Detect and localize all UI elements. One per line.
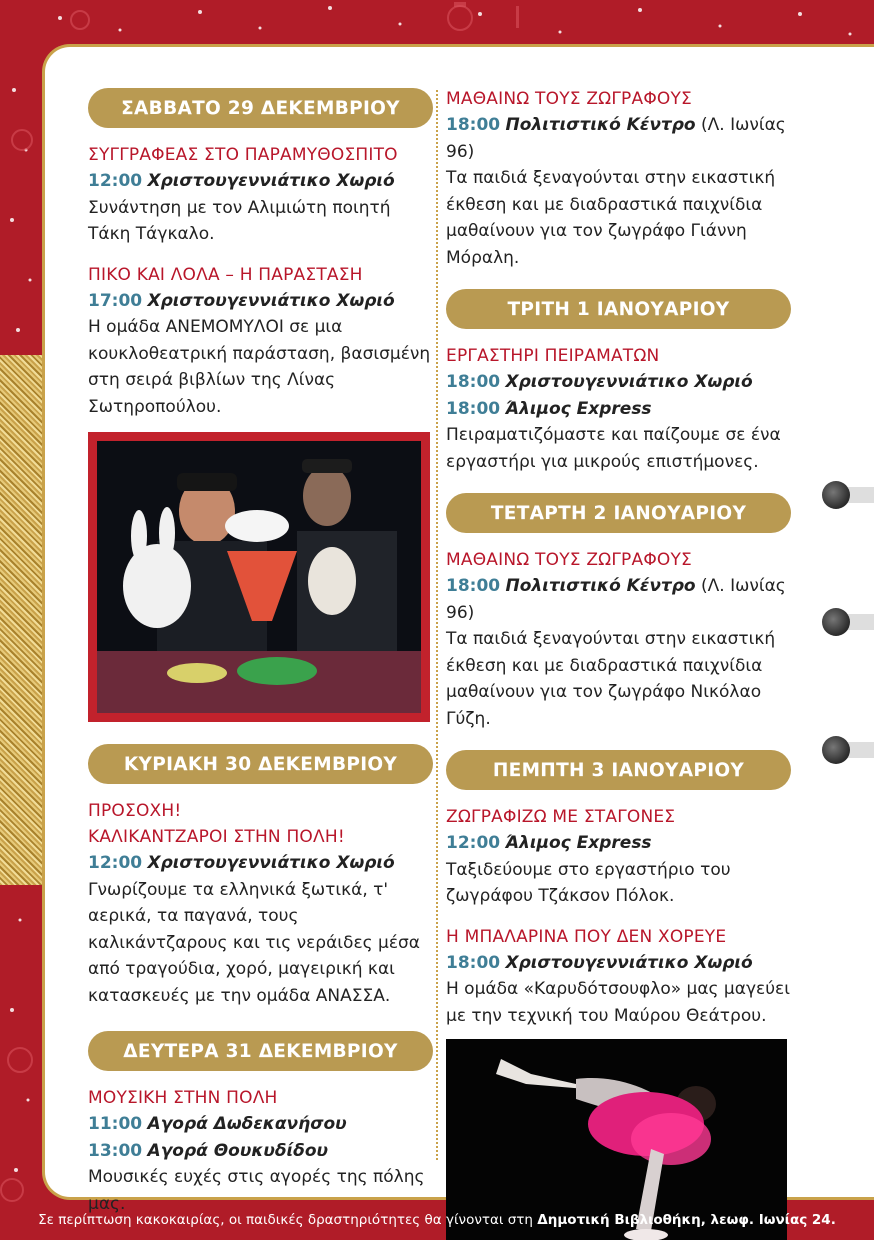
event-title: ΠΡΟΣΟΧΗ! [88,801,182,821]
event-title: ΠΙΚΟ ΚΑΙ ΛΟΛΑ – Η ΠΑΡΑΣΤΑΣΗ [88,264,363,285]
event-place: Πολιτιστικό Κέντρο [505,576,696,596]
column-divider [436,90,438,1160]
event [446,547,791,732]
event-description: Μουσικές ευχές στις αγορές της πόλης μας. [88,1167,425,1214]
event-time-row [446,830,791,857]
event-description: Γνωρίζουμε τα ελληνικά ξωτικά, τ' αερικά, τα παγανά, τους καλικάντζαρους και τις νεράιδες μέσα από τραγούδια, χορό, μαγειρική και κατασκευές με την ομάδα ΑΝΑΣΣΑ. [88,879,420,1006]
event [88,798,433,1009]
gold-glitter-strip [0,355,44,885]
event-description: Τα παιδιά ξεναγούνται στην εικαστική έκθεση και με διαδραστικά παιχνίδια μαθαίνουν για τον ζωγράφο Γιάννη Μόραλη. [446,168,776,268]
event-time: 18:00 [446,398,501,419]
footer-location: Δημοτική Βιβλιοθήκη, λεωφ. Ιωνίας 24. [537,1212,836,1228]
binder-ring-icon [822,740,874,760]
event-title: ΚΑΛΙΚΑΝΤΖΑΡΟΙ ΣΤΗΝ ΠΟΛΗ! [88,827,345,847]
event-time: 12:00 [88,853,143,873]
footer-note [0,1212,874,1228]
event-time-row [88,288,433,315]
event [88,142,433,248]
event-time: 12:00 [88,171,143,191]
event-place: Χριστουγεννιάτικο Χωριό [505,372,753,392]
event-description: Τα παιδιά ξεναγούνται στην εικαστική έκθεση και με διαδραστικά παιχνίδια μαθαίνουν για τον ζωγράφο Νικόλαο Γύζη. [446,629,776,729]
event-place: Άλιμος Express [505,833,652,853]
event-time-row [446,396,791,423]
event-description: Πειραματιζόμαστε και παίζουμε σε ένα εργαστήρι για μικρούς επιστήμονες. [446,425,781,472]
puppet-show-image [97,441,421,713]
event-title: Η ΜΠΑΛΑΡΙΝΑ ΠΟΥ ΔΕΝ ΧΟΡΕΥΕ [446,926,727,947]
puppet-show-photo [88,432,430,722]
event [88,262,433,421]
event-place: Χριστουγεννιάτικο Χωριό [147,171,395,191]
event-place: Χριστουγεννιάτικο Χωριό [147,853,395,873]
day-header: ΚΥΡΙΑΚΗ 30 ΔΕΚΕΜΒΡΙΟΥ [88,744,433,784]
left-column [88,88,433,1217]
event [446,343,791,475]
event-title: ΜΑΘΑΙΝΩ ΤΟΥΣ ΖΩΓΡΑΦΟΥΣ [446,89,693,109]
event-time-row [88,168,433,195]
event-description: Συνάντηση με τον Αλιμιώτη ποιητή Τάκη Τάγκαλο. [88,197,391,244]
event-place: Άλιμος Express [505,398,652,419]
event-time-row [446,112,791,165]
event [446,924,791,1030]
event-time-row [446,369,791,396]
event-place: Χριστουγεννιάτικο Χωριό [505,952,753,973]
event-time: 13:00 [88,1140,143,1161]
event-time-row [88,1111,433,1138]
day-header: ΤΡΙΤΗ 1 ΙΑΝΟΥΑΡΙΟΥ [446,289,791,329]
event-place: Αγορά Θουκυδίδου [147,1140,329,1161]
event-description: Η ομάδα «Καρυδότσουφλο» μας μαγεύει με την τεχνική του Μαύρου Θεάτρου. [446,979,790,1026]
ornament-icon [454,2,519,28]
day-header: ΤΕΤΑΡΤΗ 2 ΙΑΝΟΥΑΡΙΟΥ [446,493,791,533]
binder-ring-icon [822,485,874,505]
event [446,86,791,271]
event-place: Αγορά Δωδεκανήσου [147,1114,347,1134]
event-time: 18:00 [446,576,501,596]
footer-text: Σε περίπτωση κακοκαιρίας, οι παιδικές δραστηριότητες θα γίνονται στη [38,1212,538,1228]
ballerina-image [446,1039,787,1240]
event-title: ΣΥΓΓΡΑΦΕΑΣ ΣΤΟ ΠΑΡΑΜΥΘΟΣΠΙΤΟ [88,145,398,165]
event-time: 12:00 [446,833,501,853]
ballerina-photo [446,1039,787,1240]
event-time: 18:00 [446,952,501,973]
day-header: ΠΕΜΠΤΗ 3 ΙΑΝΟΥΑΡΙΟΥ [446,750,791,790]
event-time: 17:00 [88,290,143,311]
event-title: ΜΟΥΣΙΚΗ ΣΤΗΝ ΠΟΛΗ [88,1088,278,1108]
event-place: Πολιτιστικό Κέντρο [505,115,696,135]
day-header: ΔΕΥΤΕΡΑ 31 ΔΕΚΕΜΒΡΙΟΥ [88,1031,433,1071]
event-description: Η ομάδα ΑΝΕΜΟΜΥΛΟΙ σε μια κουκλοθεατρική παράσταση, βασισμένη στη σειρά βιβλίων της Λίνας Σωτηροπούλου. [88,317,431,417]
event-place: Χριστουγεννιάτικο Χωριό [147,290,395,311]
event-time: 18:00 [446,372,501,392]
event-description: Ταξιδεύουμε στο εργαστήριο του ζωγράφου Τζάκσον Πόλοκ. [446,859,731,906]
event [88,1085,433,1217]
binder-ring-icon [822,612,874,632]
event-time: 11:00 [88,1114,143,1134]
event-title: ΕΡΓΑΣΤΗΡΙ ΠΕΙΡΑΜΑΤΩΝ [446,346,660,366]
event [446,804,791,910]
event-time-row [88,850,433,877]
event-title: ΜΑΘΑΙΝΩ ΤΟΥΣ ΖΩΓΡΑΦΟΥΣ [446,550,693,570]
event-time-row [446,573,791,626]
event-time: 18:00 [446,115,501,135]
event-address: (Λ. Ιωνίας 96) [446,576,786,623]
event-title: ΖΩΓΡΑΦΙΖΩ ΜΕ ΣΤΑΓΟΝΕΣ [446,807,676,827]
right-column [446,86,791,1240]
event-time-row [446,950,791,977]
event-address: (Λ. Ιωνίας 96) [446,115,786,162]
event-time-row [88,1138,433,1165]
day-header: ΣΑΒΒΑΤΟ 29 ΔΕΚΕΜΒΡΙΟΥ [88,88,433,128]
